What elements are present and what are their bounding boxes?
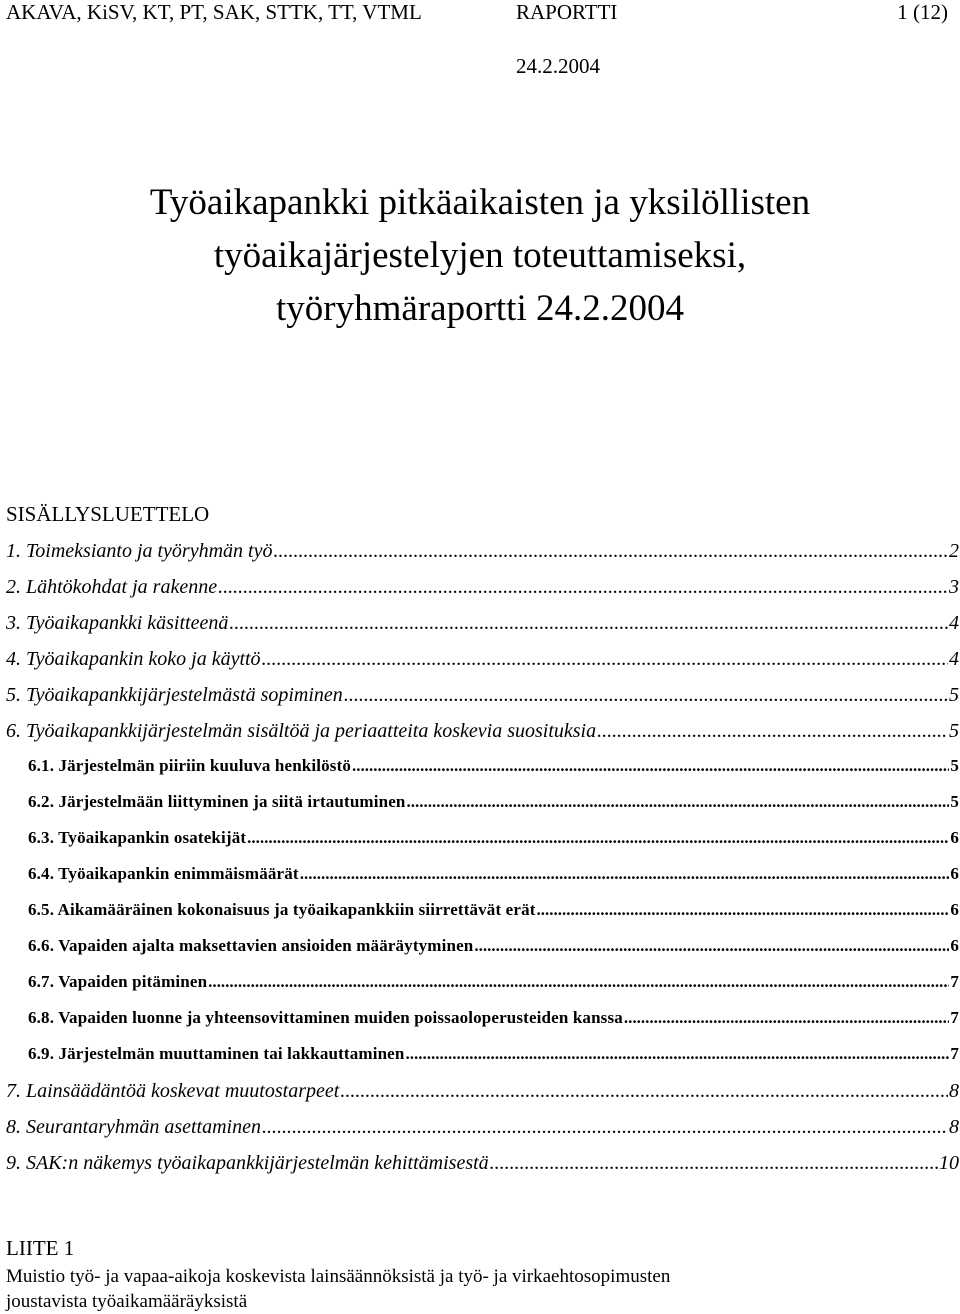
toc-entry-label: 6.6. Vapaiden ajalta maksettavien ansioiden määräytyminen <box>28 936 474 955</box>
toc-leader-dots <box>218 576 948 599</box>
appendix-description <box>6 1264 946 1314</box>
toc-entry-label: 6.9. Järjestelmän muuttaminen tai lakkauttaminen <box>28 1044 405 1063</box>
toc-entry-5[interactable] <box>6 684 959 708</box>
toc-leader-dots <box>407 792 950 812</box>
toc-entry-page: 3 <box>949 576 959 598</box>
toc-entry-6-1[interactable] <box>28 756 959 780</box>
toc-entry-label: 3. Työaikapankki käsitteenä <box>6 612 229 634</box>
header-date: 24.2.2004 <box>516 54 600 78</box>
toc-entry-7[interactable] <box>6 1080 959 1104</box>
toc-entry-label: 6.5. Aikamääräinen kokonaisuus ja työaikapankkiin siirrettävät erät <box>28 900 536 919</box>
toc-entry-page: 5 <box>949 720 959 742</box>
toc-leader-dots <box>344 684 948 707</box>
toc-entry-page: 10 <box>939 1152 959 1174</box>
toc-entry-page: 6 <box>950 864 959 883</box>
toc-leader-dots <box>229 612 948 635</box>
toc-entry-label: 2. Lähtökohdat ja rakenne <box>6 576 218 598</box>
toc-entry-6-5[interactable] <box>28 900 959 924</box>
title-line-1: Työaikapankki pitkäaikaisten ja yksilöllisten <box>149 182 811 223</box>
toc-entry-label: 6.7. Vapaiden pitäminen <box>28 972 208 991</box>
toc-entry-2[interactable] <box>6 576 959 600</box>
toc-entry-6-7[interactable] <box>28 972 959 996</box>
toc-entry-label: 6.4. Työaikapankin enimmäismäärät <box>28 864 299 883</box>
toc-entry-9[interactable] <box>6 1152 959 1176</box>
toc-leader-dots <box>262 1116 948 1139</box>
toc-leader-dots <box>273 540 948 563</box>
toc-entry-label: 6.1. Järjestelmän piiriin kuuluva henkilöstö <box>28 756 352 775</box>
toc-entry-page: 5 <box>949 684 959 706</box>
toc-entry-label: 9. SAK:n näkemys työaikapankkijärjestelmän kehittämisestä <box>6 1152 489 1174</box>
toc-entry-page: 8 <box>949 1116 959 1138</box>
toc-leader-dots <box>247 828 949 848</box>
toc-leader-dots <box>597 720 948 743</box>
toc-entry-page: 5 <box>950 756 959 775</box>
toc-heading: SISÄLLYSLUETTELO <box>6 502 210 526</box>
toc-entry-label: 6.3. Työaikapankin osatekijät <box>28 828 247 847</box>
title-line-2: työaikajärjestelyjen toteuttamiseksi, <box>213 235 747 276</box>
toc-entry-8[interactable] <box>6 1116 959 1140</box>
toc-leader-dots <box>340 1080 948 1103</box>
toc-leader-dots <box>262 648 948 671</box>
toc-leader-dots <box>208 972 949 992</box>
toc-entry-6-4[interactable] <box>28 864 959 888</box>
toc-entry-page: 4 <box>949 648 959 670</box>
toc-entry-page: 2 <box>949 540 959 562</box>
title-line-3: työryhmäraportti 24.2.2004 <box>276 288 684 329</box>
toc-entry-label: 6.2. Järjestelmään liittyminen ja siitä irtautuminen <box>28 792 406 811</box>
header-page-number: 1 (12) <box>897 0 948 24</box>
toc-entry-label: 5. Työaikapankkijärjestelmästä sopiminen <box>6 684 343 706</box>
appendix-line-2: joustavista työaikamääräyksistä <box>6 1291 248 1312</box>
toc-entry-1[interactable] <box>6 540 959 564</box>
toc-leader-dots <box>490 1152 938 1175</box>
header-organizations: AKAVA, KiSV, KT, PT, SAK, STTK, TT, VTML <box>6 0 422 24</box>
toc-entry-page: 6 <box>950 900 959 919</box>
toc-entry-6-3[interactable] <box>28 828 959 852</box>
toc-leader-dots <box>352 756 949 776</box>
toc-entry-label: 1. Toimeksianto ja työryhmän työ <box>6 540 273 562</box>
toc-leader-dots <box>300 864 950 884</box>
toc-entry-label: 7. Lainsäädäntöä koskevat muutostarpeet <box>6 1080 340 1102</box>
document-title <box>0 176 960 335</box>
toc-entry-4[interactable] <box>6 648 959 672</box>
toc-leader-dots <box>474 936 949 956</box>
toc-leader-dots <box>624 1008 949 1028</box>
appendix-line-1: Muistio työ- ja vapaa-aikoja koskevista lainsäännöksistä ja työ- ja virkaehtosopimusten <box>6 1266 671 1287</box>
toc-leader-dots <box>405 1044 949 1064</box>
toc-entry-page: 6 <box>950 936 959 955</box>
toc-entry-6[interactable] <box>6 720 959 744</box>
toc-entry-page: 6 <box>950 828 959 847</box>
toc-entry-label: 8. Seurantaryhmän asettaminen <box>6 1116 261 1138</box>
toc-entry-page: 7 <box>950 1044 959 1063</box>
toc-entry-page: 7 <box>950 972 959 991</box>
toc-leader-dots <box>537 900 950 920</box>
toc-entry-3[interactable] <box>6 612 959 636</box>
toc-entry-6-6[interactable] <box>28 936 959 960</box>
toc-entry-page: 8 <box>949 1080 959 1102</box>
toc-entry-page: 5 <box>950 792 959 811</box>
toc-entry-label: 4. Työaikapankin koko ja käyttö <box>6 648 261 670</box>
toc-entry-6-8[interactable] <box>28 1008 959 1032</box>
toc-entry-6-2[interactable] <box>28 792 959 816</box>
toc-entry-label: 6.8. Vapaiden luonne ja yhteensovittaminen muiden poissaoloperusteiden kanssa <box>28 1008 623 1027</box>
header-doc-type: RAPORTTI <box>516 0 618 24</box>
toc-entry-6-9[interactable] <box>28 1044 959 1068</box>
toc-entry-label: 6. Työaikapankkijärjestelmän sisältöä ja periaatteita koskevia suosituksia <box>6 720 597 742</box>
toc-entry-page: 4 <box>949 612 959 634</box>
toc-entry-page: 7 <box>950 1008 959 1027</box>
appendix-heading: LIITE 1 <box>6 1236 75 1260</box>
